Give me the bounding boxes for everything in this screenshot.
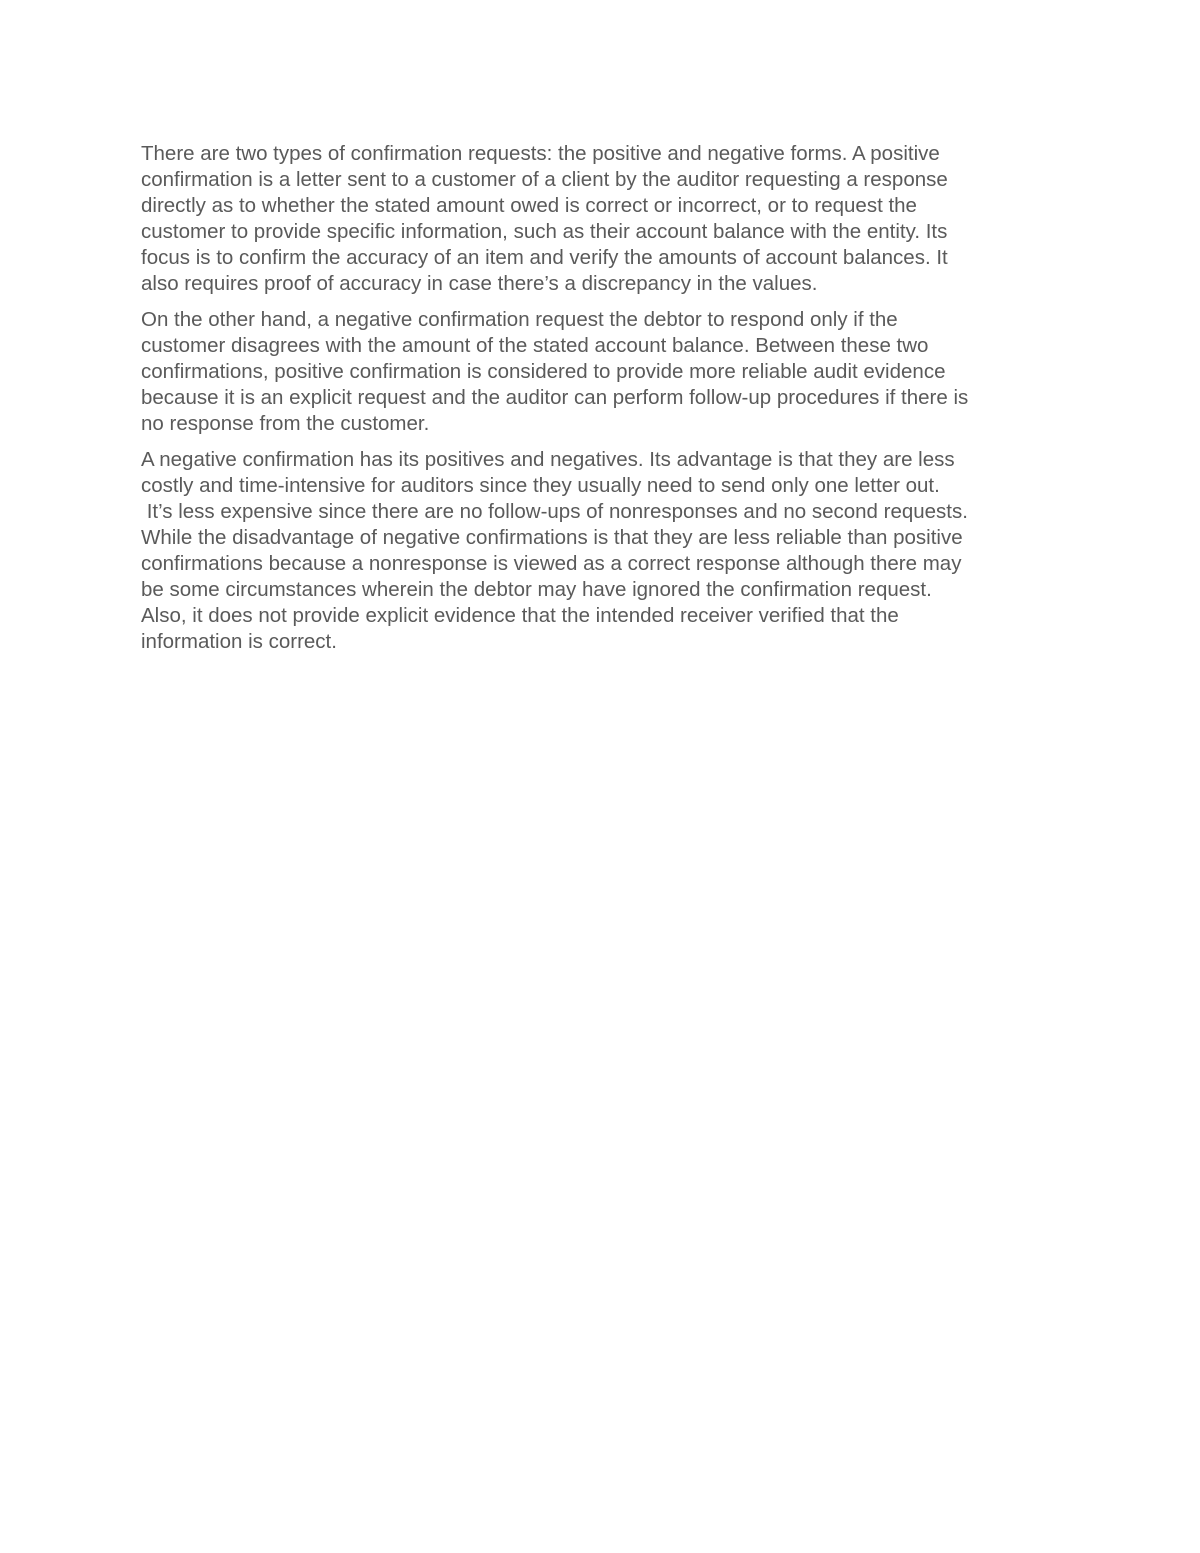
text-line: While the disadvantage of negative confirmations is that they are less reliable than positive (141, 526, 963, 549)
text-line: because it is an explicit request and the auditor can perform follow-up procedures if there is (141, 386, 969, 409)
text-line: customer to provide specific information, such as their account balance with the entity. Its (141, 220, 948, 243)
text-line: costly and time-intensive for auditors since they usually need to send only one letter out. (141, 474, 940, 497)
text-line: There are two types of confirmation requests: the positive and negative forms. A positive (141, 142, 940, 165)
text-line: It’s less expensive since there are no follow-ups of nonresponses and no second requests. (141, 500, 968, 523)
text-line: focus is to confirm the accuracy of an item and verify the amounts of account balances. It (141, 246, 948, 269)
paragraph-1 (141, 141, 1056, 297)
text-line: no response from the customer. (141, 412, 430, 435)
text-line: customer disagrees with the amount of the stated account balance. Between these two (141, 334, 929, 357)
text-line: directly as to whether the stated amount owed is correct or incorrect, or to request the (141, 194, 917, 217)
text-line: confirmation is a letter sent to a customer of a client by the auditor requesting a response (141, 168, 948, 191)
paragraph-3 (141, 447, 1056, 655)
text-line: also requires proof of accuracy in case there’s a discrepancy in the values. (141, 272, 818, 295)
text-line: On the other hand, a negative confirmation request the debtor to respond only if the (141, 308, 898, 331)
text-line: A negative confirmation has its positives and negatives. Its advantage is that they are less (141, 448, 955, 471)
text-line: information is correct. (141, 630, 337, 653)
text-line: Also, it does not provide explicit evidence that the intended receiver verified that the (141, 604, 899, 627)
text-line: confirmations, positive confirmation is considered to provide more reliable audit evidence (141, 360, 946, 383)
text-line: be some circumstances wherein the debtor may have ignored the confirmation request. (141, 578, 932, 601)
text-line: confirmations because a nonresponse is viewed as a correct response although there may (141, 552, 962, 575)
paragraph-2 (141, 307, 1056, 437)
document-body (141, 141, 1056, 665)
